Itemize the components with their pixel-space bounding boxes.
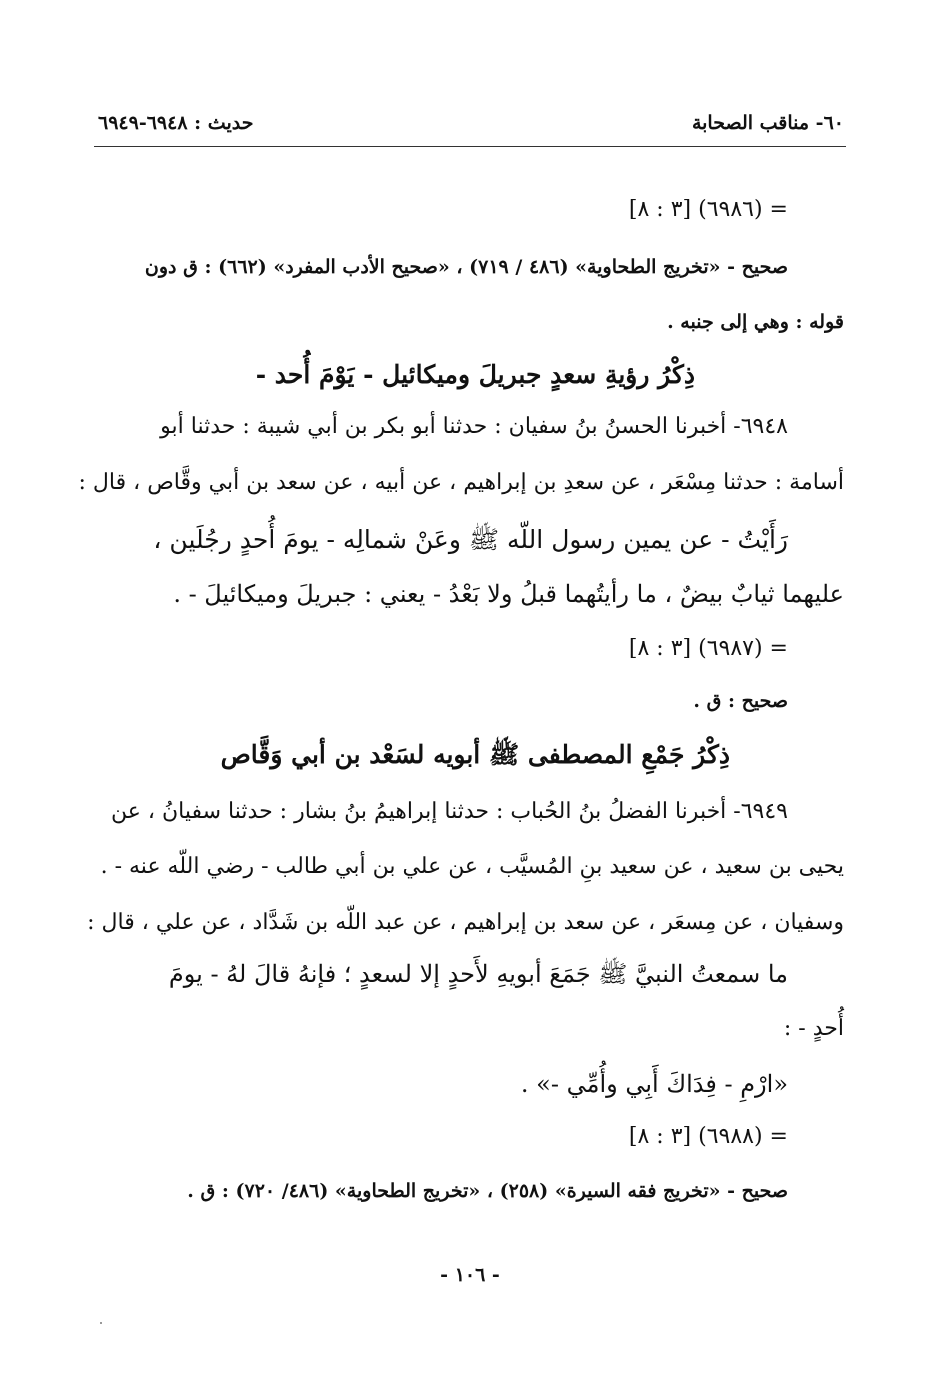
hadith-text-line: أسامة : حدثنا مِسْعَر ، عن سعدِ بن إبراهيم ، عن أبيه ، عن سعد بن أبي وقَّاص ، قال : — [78, 470, 844, 495]
grading-note: صحيح - «تخريج فقه السيرة» (٢٥٨) ، «تخريج الطحاوية» (٤٨٦/ ٧٢٠) : ق . — [187, 1180, 788, 1202]
page-number: - ١٠٦ - — [440, 1264, 500, 1286]
section-heading: ذِكْرُ رؤيةِ سعدٍ جبريلَ وميكائيل - يَوْمَ أُحد - — [255, 360, 695, 389]
hadith-matn-line: «ارْمِ - فِدَاكَ أَبِي وأُمِّي -» . — [520, 1070, 788, 1098]
cross-reference: = (٦٩٨٧) [٣ : ٨] — [628, 636, 788, 661]
cross-reference: = (٦٩٨٦) [٣ : ٨] — [628, 197, 788, 222]
hadith-matn-line: ما سمعتُ النبيَّ ﷺ جَمَعَ أبويهِ لأَحدٍ إلا لسعدٍ ؛ فإنهُ قالَ لهُ - يومَ — [168, 960, 788, 988]
chapter-title: ٦٠- مناقب الصحابة — [691, 112, 844, 134]
hadith-matn-line: أُحدٍ - : — [783, 1016, 844, 1041]
hadith-text-line: ٦٩٤٨- أخبرنا الحسنُ بنُ سفيان : حدثنا أبو بكر بن أبي شيبة : حدثنا أبو — [160, 414, 788, 439]
page-speck — [100, 1322, 102, 1324]
grading-note: صحيح : ق . — [693, 690, 788, 712]
header-rule — [94, 146, 846, 147]
hadith-text-line: وسفيان ، عن مِسعَر ، عن سعد بن إبراهيم ، عن عبد اللّه بن شَدَّاد ، عن علي ، قال : — [87, 910, 844, 935]
grading-note-continued: قوله : وهي إلى جنبه . — [667, 311, 844, 333]
hadith-range: حديث : ٦٩٤٨-٦٩٤٩ — [98, 112, 254, 134]
hadith-matn-line: عليهما ثيابٌ بيضٌ ، ما رأيتُهما قبلُ ولا بَعْدُ - يعني : جبريلَ وميكائيلَ - . — [173, 580, 844, 608]
hadith-text-line: يحيى بن سعيد ، عن سعيد بنِ المُسيَّب ، عن علي بن أبي طالب - رضي اللّه عنه - . — [100, 854, 844, 879]
cross-reference: = (٦٩٨٨) [٣ : ٨] — [628, 1124, 788, 1149]
section-heading: ذِكْرُ جَمْعِ المصطفى ﷺ أبويه لسَعْد بن أبي وَقَّاص — [220, 740, 730, 769]
grading-note: صحيح - «تخريج الطحاوية» (٤٨٦ / ٧١٩) ، «صحيح الأدب المفرد» (٦٦٢) : ق دون — [144, 256, 788, 278]
hadith-text-line: ٦٩٤٩- أخبرنا الفضلُ بنُ الحُباب : حدثنا إبراهيمُ بنُ بشار : حدثنا سفيانُ ، عن — [111, 799, 788, 824]
hadith-matn-line: رَأَيْتُ - عن يمين رسول اللّه ﷺ وعَنْ شمالِه - يومَ أُحدٍ رجُلَين ، — [153, 525, 788, 554]
